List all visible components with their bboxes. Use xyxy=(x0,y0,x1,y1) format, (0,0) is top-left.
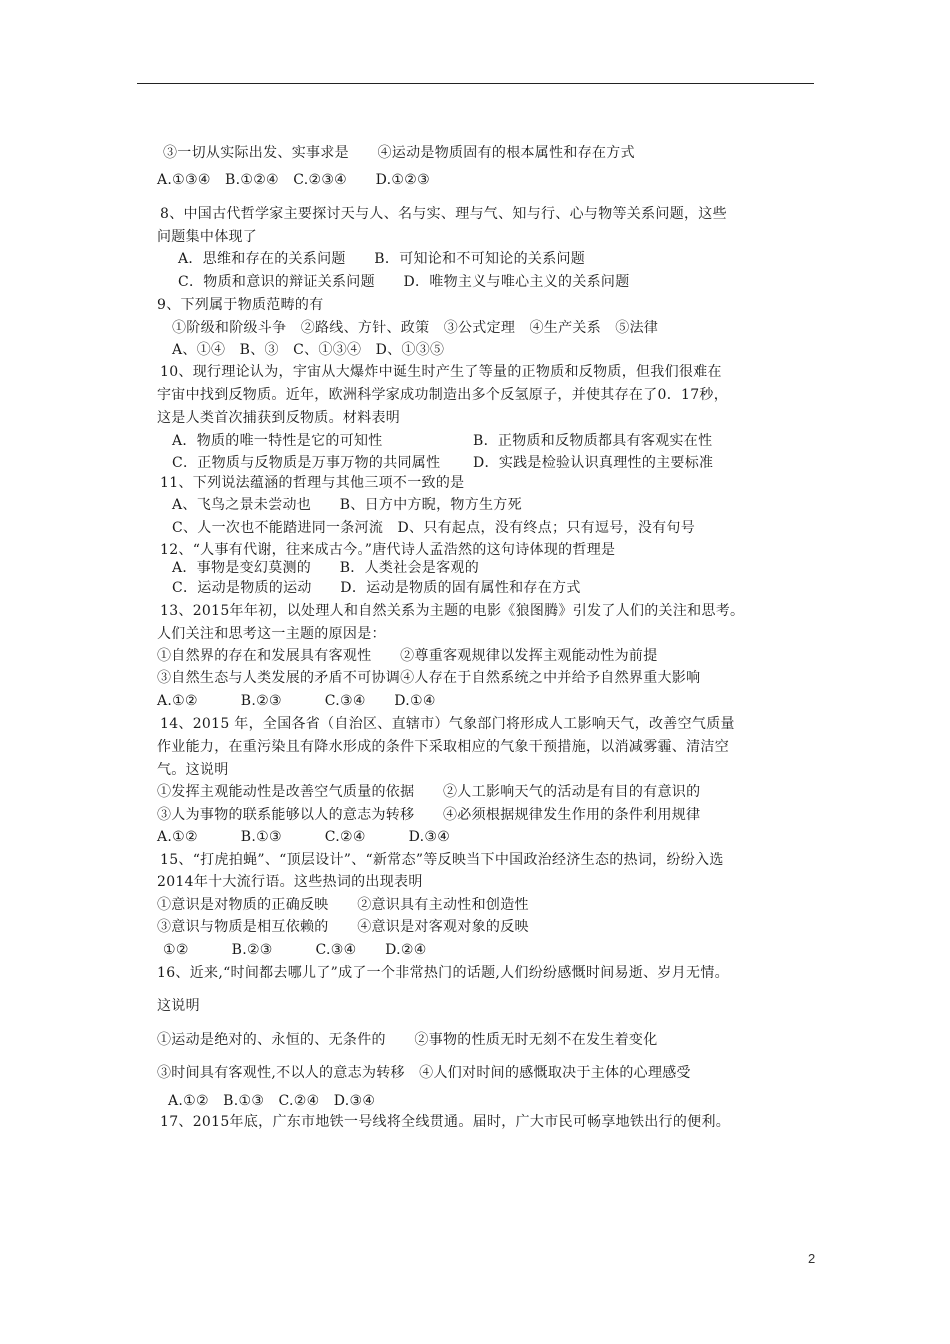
q10-stem-line1: 10、现行理论认为，宇宙从大爆炸中诞生时产生了等量的正物质和反物质，但我们很难在 xyxy=(160,364,722,380)
q15-stem-line2: 2014年十大流行语。这些热词的出现表明 xyxy=(157,874,423,890)
q11-choices-cd: C、人一次也不能踏进同一条河流 D、只有起点，没有终点；只有逗号，没有句号 xyxy=(172,520,696,536)
q16-stem-line2: 这说明 xyxy=(157,998,200,1014)
q15-options-3-4: ③意识与物质是相互依赖的 ④意识是对客观对象的反映 xyxy=(157,919,529,935)
q15-stem-line1: 15、“打虎拍蝇”、“顶层设计”、“新常态”等反映当下中国政治经济生态的热词，纷纷入选 xyxy=(160,852,724,868)
q16-options-3-4: ③时间具有客观性,不以人的意志为转移 ④人们对时间的感慨取决于主体的心理感受 xyxy=(157,1065,691,1081)
q8-choices-ab: A．思维和存在的关系问题 B．可知论和不可知论的关系问题 xyxy=(178,251,586,267)
q12-choices-ab: A．事物是变幻莫测的 B．人类社会是客观的 xyxy=(172,560,479,576)
q10-choice-b: B．正物质和反物质都具有客观实在性 xyxy=(473,433,713,449)
q17-stem: 17、2015年底，广东市地铁一号线将全线贯通。届时，广大市民可畅享地铁出行的便利。 xyxy=(160,1114,731,1130)
q13-stem-line1: 13、2015年年初，以处理人和自然关系为主题的电影《狼图腾》引发了人们的关注和思考。 xyxy=(160,603,745,619)
q15-options-1-2: ①意识是对物质的正确反映 ②意识具有主动性和创造性 xyxy=(157,897,529,913)
q9-options: ①阶级和阶级斗争 ②路线、方针、政策 ③公式定理 ④生产关系 ⑤法律 xyxy=(172,320,659,336)
q15-choices: ①② B.②③ C.③④ D.②④ xyxy=(163,942,427,958)
q10-choice-c: C．正物质与反物质是万事万物的共同属性 xyxy=(172,455,441,471)
q13-options-1-2: ①自然界的存在和发展具有客观性 ②尊重客观规律以发挥主观能动性为前提 xyxy=(157,648,658,664)
q7-choices: A.①③④ B.①②④ C.②③④ D.①②③ xyxy=(157,172,430,188)
q14-options-3-4: ③人为事物的联系能够以人的意志为转移 ④必须根据规律发生作用的条件利用规律 xyxy=(157,807,701,823)
q7-options-3-4: ③一切从实际出发、实事求是 ④运动是物质固有的根本属性和存在方式 xyxy=(163,145,635,161)
q10-choice-d: D．实践是检验认识真理性的主要标准 xyxy=(473,455,714,471)
q9-choices: A、①④ B、③ C、①③④ D、①③⑤ xyxy=(172,342,445,358)
q8-choices-cd: C．物质和意识的辩证关系问题 D．唯物主义与唯心主义的关系问题 xyxy=(178,274,630,290)
q11-stem: 11、下列说法蕴涵的哲理与其他三项不一致的是 xyxy=(160,475,465,491)
q13-options-3-4: ③自然生态与人类发展的矛盾不可协调④人存在于自然系统之中并给予自然界重大影响 xyxy=(157,670,701,686)
q16-stem: 16、近来,“时间都去哪儿了”成了一个非常热门的话题,人们纷纷感慨时间易逝、岁月无情。 xyxy=(157,965,729,981)
q13-choices: A.①② B.②③ C.③④ D.①④ xyxy=(157,693,436,709)
q14-options-1-2: ①发挥主观能动性是改善空气质量的依据 ②人工影响天气的活动是有目的有意识的 xyxy=(157,784,701,800)
q8-stem-line2: 问题集中体现了 xyxy=(157,229,258,245)
q12-stem: 12、“人事有代谢，往来成古今。”唐代诗人孟浩然的这句诗体现的哲理是 xyxy=(160,542,616,558)
q9-stem: 9、下列属于物质范畴的有 xyxy=(157,297,324,313)
q10-choice-a: A．物质的唯一特性是它的可知性 xyxy=(172,433,383,449)
q11-choices-ab: A、飞鸟之景未尝动也 B、日方中方睨，物方生方死 xyxy=(172,497,522,513)
q13-stem-line2: 人们关注和思考这一主题的原因是： xyxy=(157,626,386,642)
q12-choices-cd: C．运动是物质的运动 D．运动是物质的固有属性和存在方式 xyxy=(172,580,581,596)
q14-stem-line3: 气。这说明 xyxy=(157,762,229,778)
q14-stem-line1: 14、2015 年，全国各省（自治区、直辖市）气象部门将形成人工影响天气，改善空气质量 xyxy=(160,716,735,732)
q14-choices: A.①② B.①③ C.②④ D.③④ xyxy=(157,829,451,845)
q10-stem-line2: 宇宙中找到反物质。近年，欧洲科学家成功制造出多个反氢原子，并使其存在了0．17秒， xyxy=(157,387,729,403)
q16-options-1-2: ①运动是绝对的、永恒的、无条件的 ②事物的性质无时无刻不在发生着变化 xyxy=(157,1032,658,1048)
q16-choices: A.①② B.①③ C.②④ D.③④ xyxy=(168,1093,376,1109)
q14-stem-line2: 作业能力，在重污染且有降水形成的条件下采取相应的气象干预措施，以消减雾霾、清洁空 xyxy=(157,739,729,755)
page-number: 2 xyxy=(808,1251,816,1266)
q8-stem-line1: 8、中国古代哲学家主要探讨天与人、名与实、理与气、知与行、心与物等关系问题，这些 xyxy=(160,206,727,222)
header-rule xyxy=(137,83,814,84)
q10-stem-line3: 这是人类首次捕获到反物质。材料表明 xyxy=(157,410,401,426)
